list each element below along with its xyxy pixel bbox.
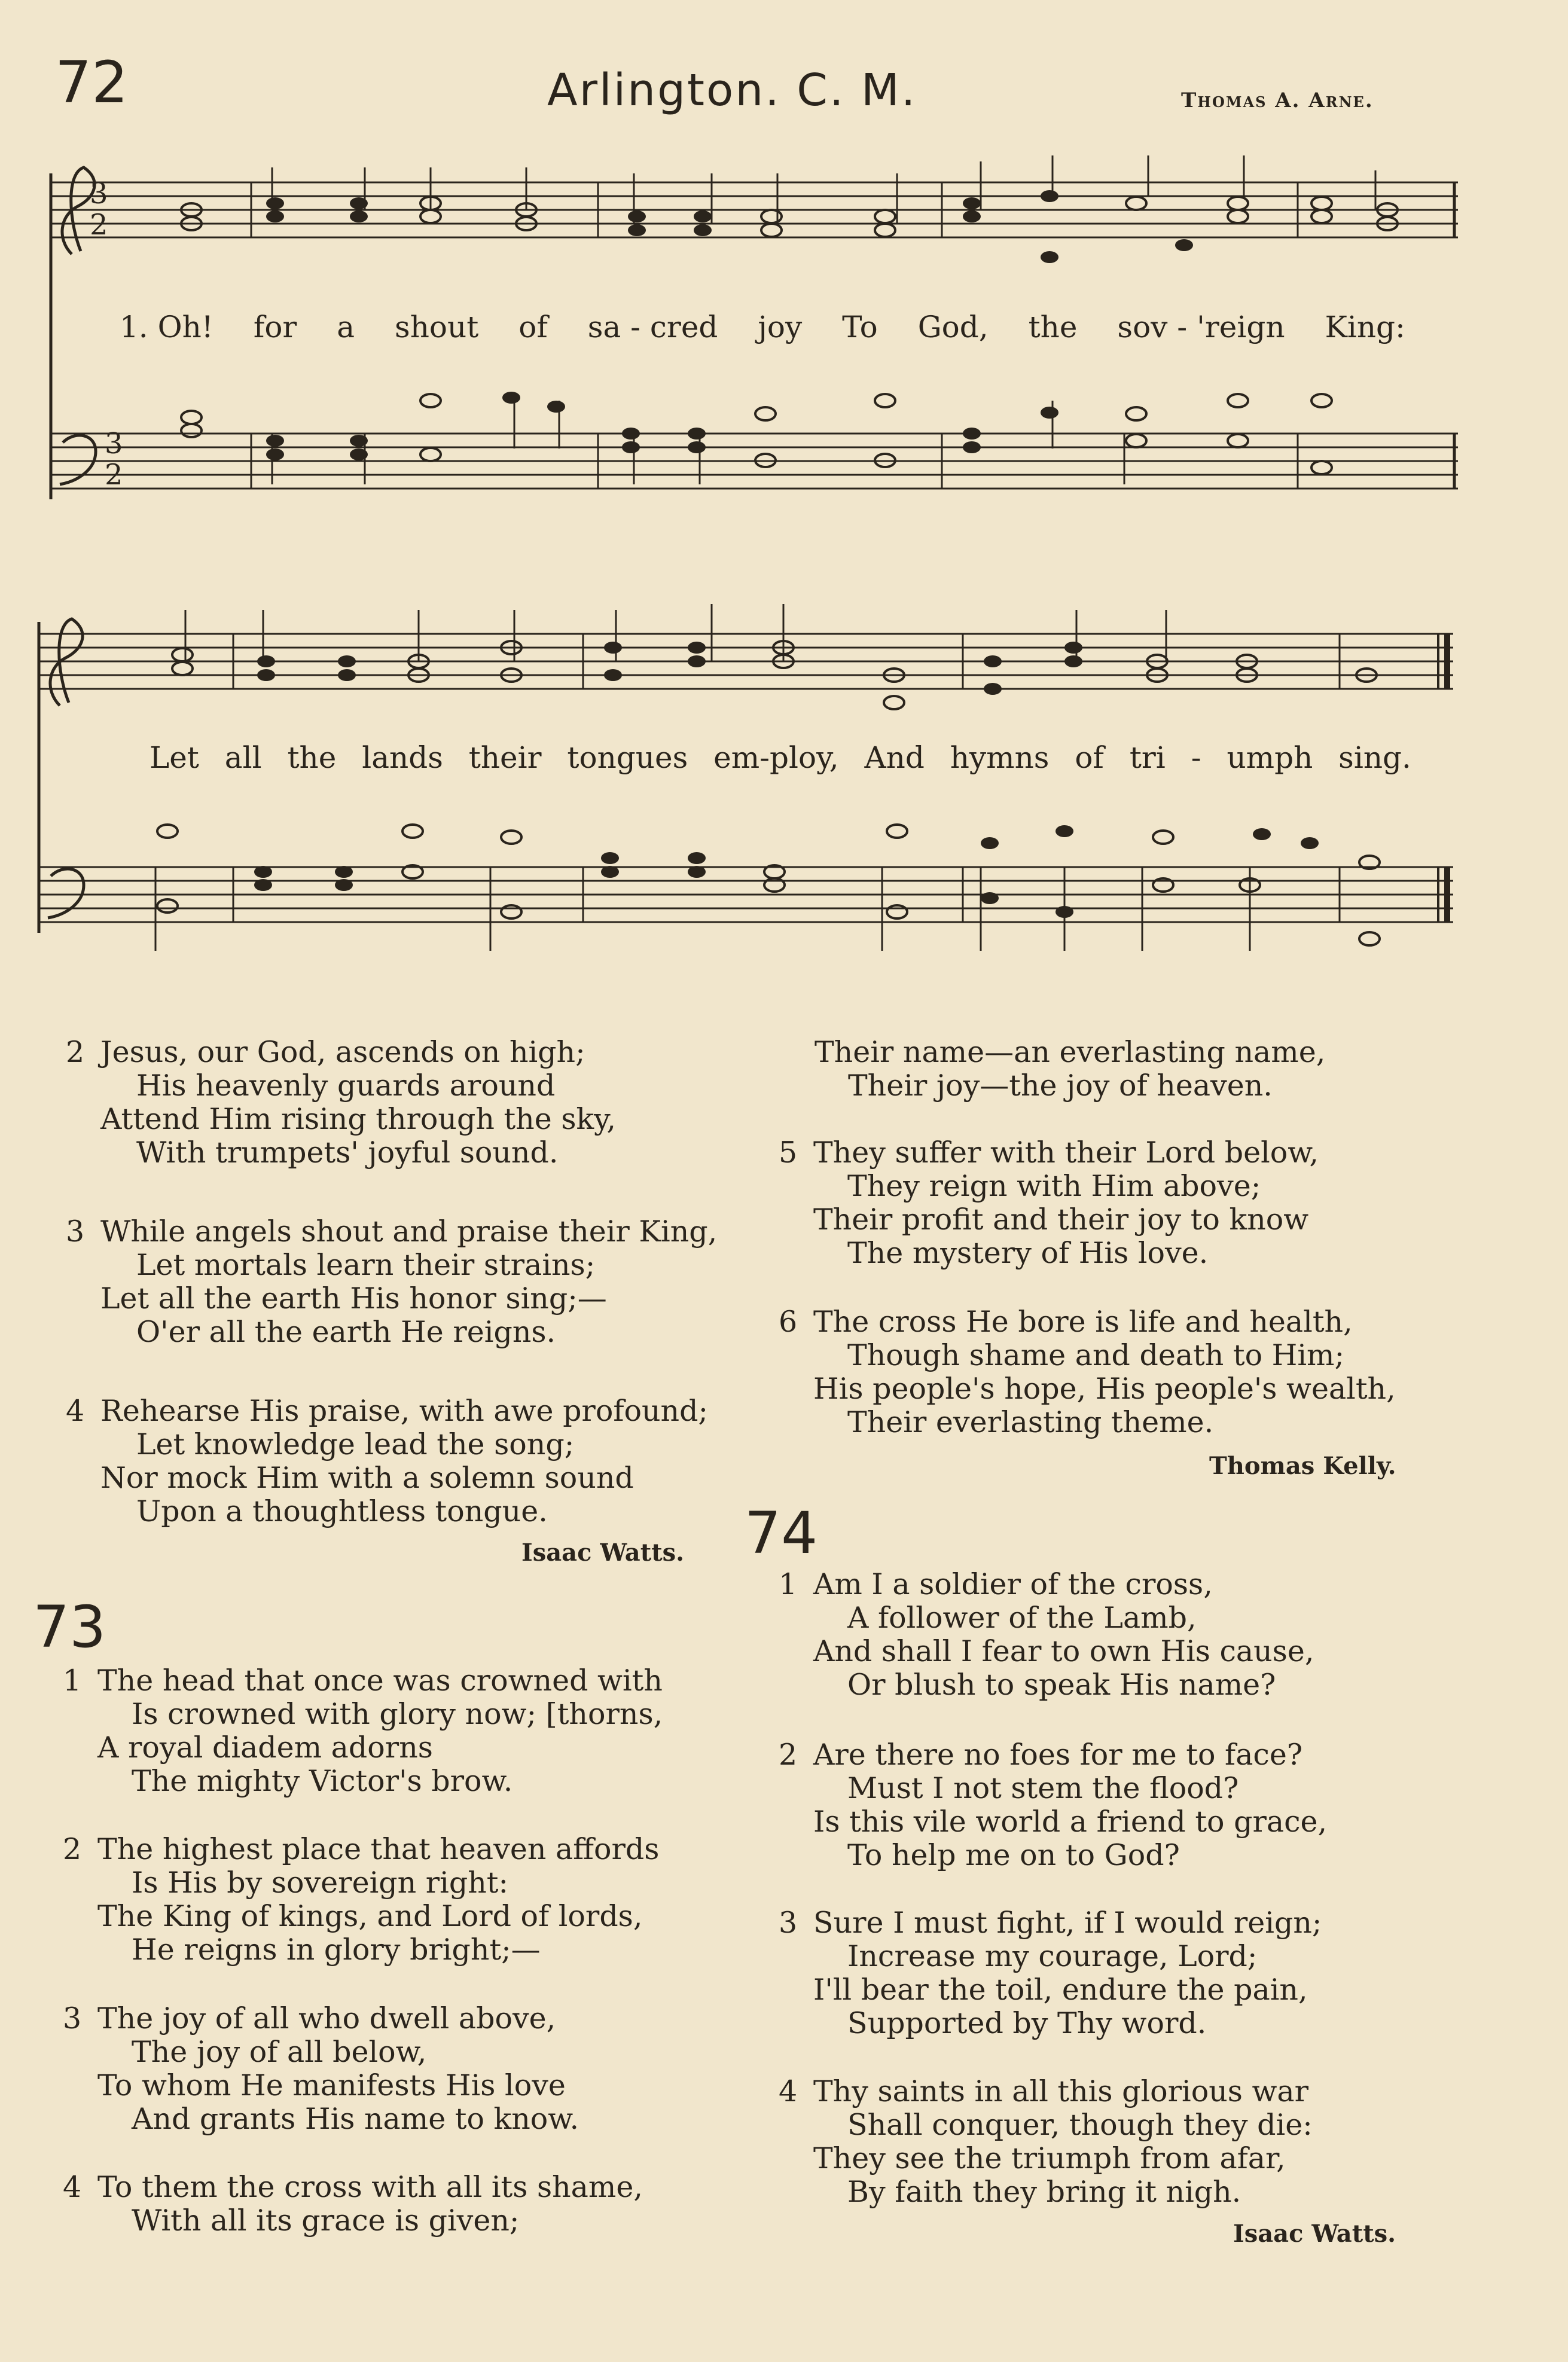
svg-text:2: 2 (105, 458, 123, 492)
verse-number: 4 (63, 2170, 82, 2204)
verse-line: To them the cross with all its shame, (97, 2170, 643, 2204)
lyric-syllable: - (1191, 740, 1201, 775)
lyric-syllable: sing. (1338, 740, 1411, 775)
verse-line: O'er all the earth He reigns. (136, 1315, 556, 1349)
hymn74-verse-1 (779, 1568, 1314, 1702)
hymn73-verse-1 (63, 1664, 663, 1798)
verse-line: Their everlasting theme. (847, 1405, 1214, 1439)
hymn74-verse-2 (779, 1738, 1327, 1872)
lyric-syllable: hymns (950, 740, 1050, 775)
verse-line: The joy of all below, (132, 2035, 427, 2069)
verse-line: With trumpets' joyful sound. (136, 1136, 559, 1170)
lyric-syllable: the (1028, 310, 1078, 344)
lyric-line-2 (150, 740, 1411, 775)
hymn73-verse-2 (63, 1833, 659, 1967)
verse-line: Sure I must fight, if I would reign; (813, 1906, 1322, 1940)
hymn-number-72: 72 (55, 49, 129, 116)
lyric-syllable: God, (917, 310, 989, 344)
hymn73-verse-6 (779, 1305, 1396, 1439)
verse-line: The mighty Victor's brow. (132, 1764, 513, 1798)
hymn74-verse-3 (779, 1906, 1322, 2040)
verse-line: With all its grace is given; (132, 2204, 520, 2238)
tune-title: Arlington. C. M. (547, 65, 917, 116)
hymn73-verse-4 (63, 2171, 643, 2238)
verse-line: Are there no foes for me to face? (813, 1738, 1303, 1772)
verse-number: 2 (779, 1738, 798, 1772)
verse-line: Their name—an everlasting name, (814, 1035, 1326, 1069)
verse-line: His people's hope, His people's wealth, (813, 1372, 1396, 1406)
verse-line: Is this vile world a friend to grace, (813, 1805, 1328, 1839)
lyric-syllable: em-ploy, (713, 740, 839, 775)
verse-number: 1 (63, 1664, 82, 1698)
hymn-number-73: 73 (33, 1594, 106, 1661)
lyric-syllable: lands (362, 740, 443, 775)
composer: Thomas A. Arne. (1181, 89, 1374, 112)
svg-text:3: 3 (90, 177, 108, 210)
verse-line: He reigns in glory bright;— (132, 1933, 541, 1967)
author-credit: Isaac Watts. (1233, 2220, 1396, 2248)
verse-number: 3 (779, 1906, 798, 1940)
hymn73-verse-3 (63, 2002, 579, 2136)
verse-line: His heavenly guards around (136, 1069, 556, 1103)
lyric-syllable: tongues (567, 740, 688, 775)
lyric-syllable: their (468, 740, 542, 775)
verse-line: A royal diadem adorns (97, 1731, 433, 1765)
lyric-syllable: And (864, 740, 925, 775)
verse-line: They see the triumph from afar, (813, 2141, 1286, 2175)
verse-number: 1 (779, 1567, 798, 1601)
verse-line: And grants His name to know. (132, 2102, 579, 2136)
verse-line: They reign with Him above; (847, 1169, 1261, 1203)
verse-line: Nor mock Him with a solemn sound (100, 1461, 634, 1495)
verse-line: Jesus, our God, ascends on high; (100, 1035, 585, 1069)
verse-line: To whom He manifests His love (97, 2068, 566, 2102)
lyric-syllable: tri (1129, 740, 1166, 775)
verse-number: 3 (66, 1214, 85, 1249)
lyric-syllable: sa - cred (587, 310, 718, 344)
author-credit: Isaac Watts. (521, 1539, 685, 1567)
author-credit: Thomas Kelly. (1209, 1452, 1396, 1480)
svg-text:3: 3 (105, 427, 123, 460)
verse-line: The cross He bore is life and health, (813, 1305, 1353, 1339)
lyric-syllable: for (253, 310, 297, 344)
verse-number: 3 (63, 2001, 82, 2036)
lyric-syllable: Let (150, 740, 199, 775)
verse-number: 6 (779, 1305, 798, 1339)
lyric-syllable: of (518, 310, 548, 344)
verse-line: Let all the earth His honor sing;— (100, 1281, 607, 1316)
verse-line: The mystery of His love. (847, 1236, 1209, 1270)
verse-line: Increase my courage, Lord; (847, 1939, 1258, 1973)
verse-number: 2 (66, 1035, 85, 1069)
verse-line: Though shame and death to Him; (847, 1338, 1345, 1372)
hymn72-verse-3 (66, 1215, 717, 1349)
hymn-number-74: 74 (745, 1500, 818, 1567)
verse-line: While angels shout and praise their King, (100, 1214, 718, 1249)
verse-line: The joy of all who dwell above, (97, 2001, 556, 2036)
verse-line: To help me on to God? (847, 1838, 1180, 1872)
verse-line: Their profit and their joy to know (813, 1203, 1309, 1237)
verse-line: Rehearse His praise, with awe profound; (100, 1394, 708, 1428)
verse-line: Attend Him rising through the sky, (100, 1102, 616, 1136)
verse-line: Is crowned with glory now; [thorns, (132, 1697, 663, 1731)
verse-line: The King of kings, and Lord of lords, (97, 1899, 643, 1933)
lyric-syllable: shout (395, 310, 479, 344)
verse-line: The highest place that heaven affords (97, 1832, 660, 1866)
lyric-syllable: sov - 'reign (1117, 310, 1285, 344)
verse-line: Is His by sovereign right: (132, 1866, 508, 1900)
verse-line: Or blush to speak His name? (847, 1668, 1276, 1702)
hymn73-verse-5 (779, 1136, 1319, 1270)
hymn72-verse-4 (66, 1394, 708, 1528)
lyric-line-1 (120, 310, 1405, 344)
verse-line: They suffer with their Lord below, (813, 1136, 1319, 1170)
music-system-2 (0, 586, 1568, 969)
lyric-syllable: umph (1227, 740, 1313, 775)
verse-line: Their joy—the joy of heaven. (848, 1069, 1273, 1103)
svg-text:2: 2 (90, 208, 108, 242)
lyric-syllable: King: (1325, 310, 1405, 344)
hymn73-verse-4-continued (814, 1036, 1325, 1103)
verse-line: By faith they bring it nigh. (847, 2175, 1241, 2209)
hymn74-verse-4 (779, 2075, 1313, 2209)
verse-line: Am I a soldier of the cross, (813, 1567, 1213, 1601)
lyric-syllable: the (287, 740, 337, 775)
verse-line: A follower of the Lamb, (847, 1601, 1197, 1635)
verse-line: Upon a thoughtless tongue. (136, 1494, 548, 1528)
lyric-syllable: a (337, 310, 355, 344)
verse-line: Supported by Thy word. (847, 2006, 1207, 2040)
verse-line: Thy saints in all this glorious war (813, 2074, 1309, 2108)
lyric-syllable: of (1075, 740, 1104, 775)
verse-line: Shall conquer, though they die: (847, 2108, 1313, 2142)
verse-number: 4 (66, 1394, 85, 1428)
hymn72-verse-2 (66, 1036, 616, 1170)
verse-number: 5 (779, 1136, 798, 1170)
verse-line: The head that once was crowned with (97, 1664, 663, 1698)
lyric-syllable: 1. Oh! (120, 310, 213, 344)
verse-number: 2 (63, 1832, 82, 1866)
verse-line: Must I not stem the flood? (847, 1771, 1239, 1805)
lyric-syllable: all (224, 740, 262, 775)
verse-number: 4 (779, 2074, 798, 2108)
verse-line: I'll bear the toil, endure the pain, (813, 1973, 1308, 2007)
lyric-syllable: joy (758, 310, 803, 344)
verse-line: Let mortals learn their strains; (136, 1248, 596, 1282)
lyric-syllable: To (842, 310, 878, 344)
verse-line: And shall I fear to own His cause, (813, 1634, 1314, 1668)
verse-line: Let knowledge lead the song; (136, 1427, 575, 1461)
